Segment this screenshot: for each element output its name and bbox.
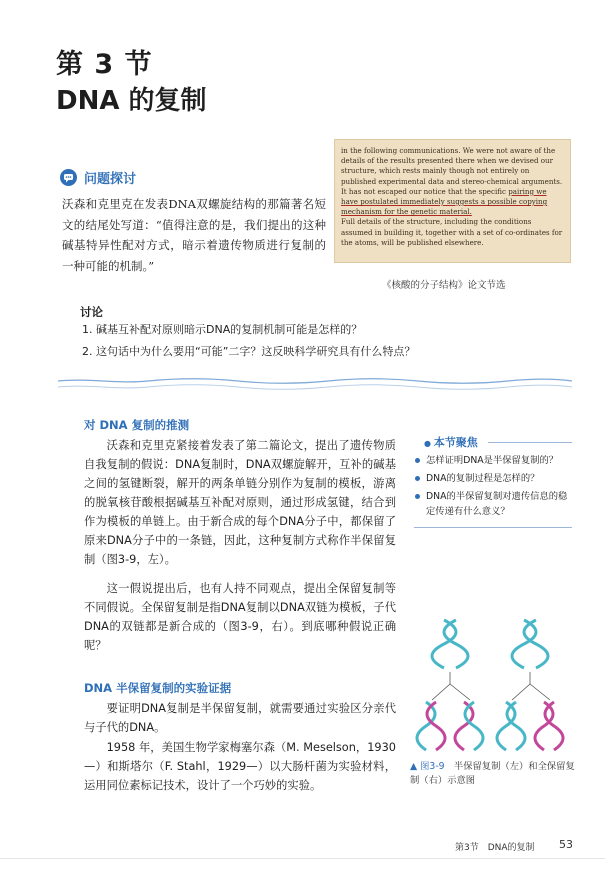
excerpt-lines-middle: It has not escaped our notice that the specific: [341, 186, 506, 196]
discussion-heading: 讨论: [80, 305, 103, 319]
section-heading: 对 DNA 复制的推测: [84, 418, 190, 432]
focus-heading: ● 本节聚焦: [424, 436, 478, 449]
paper-excerpt-image: [334, 139, 571, 263]
discussion-question: 2. 这句话中为什么要用“可能”二字？这反映科学研究具有什么特点？: [82, 345, 416, 358]
body-paragraph: 沃森和克里克紧接着发表了第二篇论文，提出了遗传物质自我复制的假说：DNA复制时，DNA双螺旋解开，互补的碱基之间的氢键断裂，解开的两条单链分别作为复制的模板，游离的脱氧核苷酸根据碱基互补配对原则，通过形成氢键，结合到作为模板的单链上。由于新合成的每个DNA分子中，都保留了原来DNA分子中的一条链，因此，这种复制方式称作半保留复制（图3-9，左）。: [84, 439, 396, 566]
figure-caption-text: 半保留复制（左）和全保留复制（右）示意图: [410, 761, 575, 786]
focus-divider: [488, 442, 572, 443]
replication-diagram: [412, 618, 580, 753]
semi-conservative-model: [417, 620, 483, 750]
body-paragraph: 1958 年，美国生物学家梅塞尔森（M. Meselson，1930—）和斯塔尔（F. Stahl，1929—）以大肠杆菌为实验材料，运用同位素标记技术，设计了一个巧妙的实验。: [84, 741, 396, 792]
footer-divider: [0, 858, 605, 859]
figure-label: ▲ 图3-9: [410, 761, 445, 772]
excerpt-lines-before: in the following communications. We were not aware of the details of the results presented there when we devised our structure, which rests mainly though not entirely on published experimental data and stereo-chemical arguments.: [341, 146, 563, 186]
focus-divider: [414, 527, 572, 528]
body-paragraph: 这一假说提出后，也有人持不同观点，提出全保留复制等不同假说。全保留复制是指DNA复制以DNA双链为模板，子代DNA的双链都是新合成的（图3-9，右）。到底哪种假说正确呢？: [84, 582, 396, 652]
conservative-model: [497, 620, 563, 750]
section-heading: DNA 半保留复制的实验证据: [84, 681, 232, 695]
explore-heading: 问题探讨: [84, 172, 137, 187]
discussion-question: 1. 碱基互补配对原则暗示DNA的复制机制可能是怎样的？: [82, 323, 363, 336]
section-number: 第 3 节: [56, 49, 153, 80]
excerpt-text: [341, 146, 564, 248]
excerpt-caption: 《核酸的分子结构》论文节选: [382, 280, 506, 291]
focus-item: 怎样证明DNA是半保留复制的？: [414, 453, 572, 468]
explore-text: 沃森和克里克在发表DNA双螺旋结构的那篇著名短文的结尾处写道：“值得注意的是，我们提出的这种碱基特异性配对方式，暗示着遗传物质进行复制的一种可能的机制。”: [62, 197, 326, 273]
chat-bubble-icon: [60, 169, 77, 186]
wavy-divider: [58, 375, 572, 395]
excerpt-underlined: pairing we have postulated immediately suggests a possible copying mechanism for the genetic material.: [341, 186, 548, 217]
excerpt-lines-after: Full details of the structure, including the conditions assumed in building it, together with a set of co-ordinates for the atoms, will be published elsewhere.: [341, 217, 563, 247]
body-paragraph: 要证明DNA复制是半保留复制，就需要通过实验区分亲代与子代的DNA。: [84, 702, 396, 734]
section-focus-box: [414, 434, 572, 528]
focus-item: DNA的半保留复制对遗传信息的稳定传递有什么意义？: [414, 489, 572, 519]
figure-caption: [410, 760, 578, 788]
page-title: DNA 的复制: [56, 86, 207, 116]
focus-item: DNA的复制过程是怎样的？: [414, 471, 572, 486]
triangle-icon: ●: [424, 439, 434, 448]
page-number: 53: [559, 838, 573, 851]
footer-section-label: 第3节 DNA的复制: [455, 843, 535, 853]
